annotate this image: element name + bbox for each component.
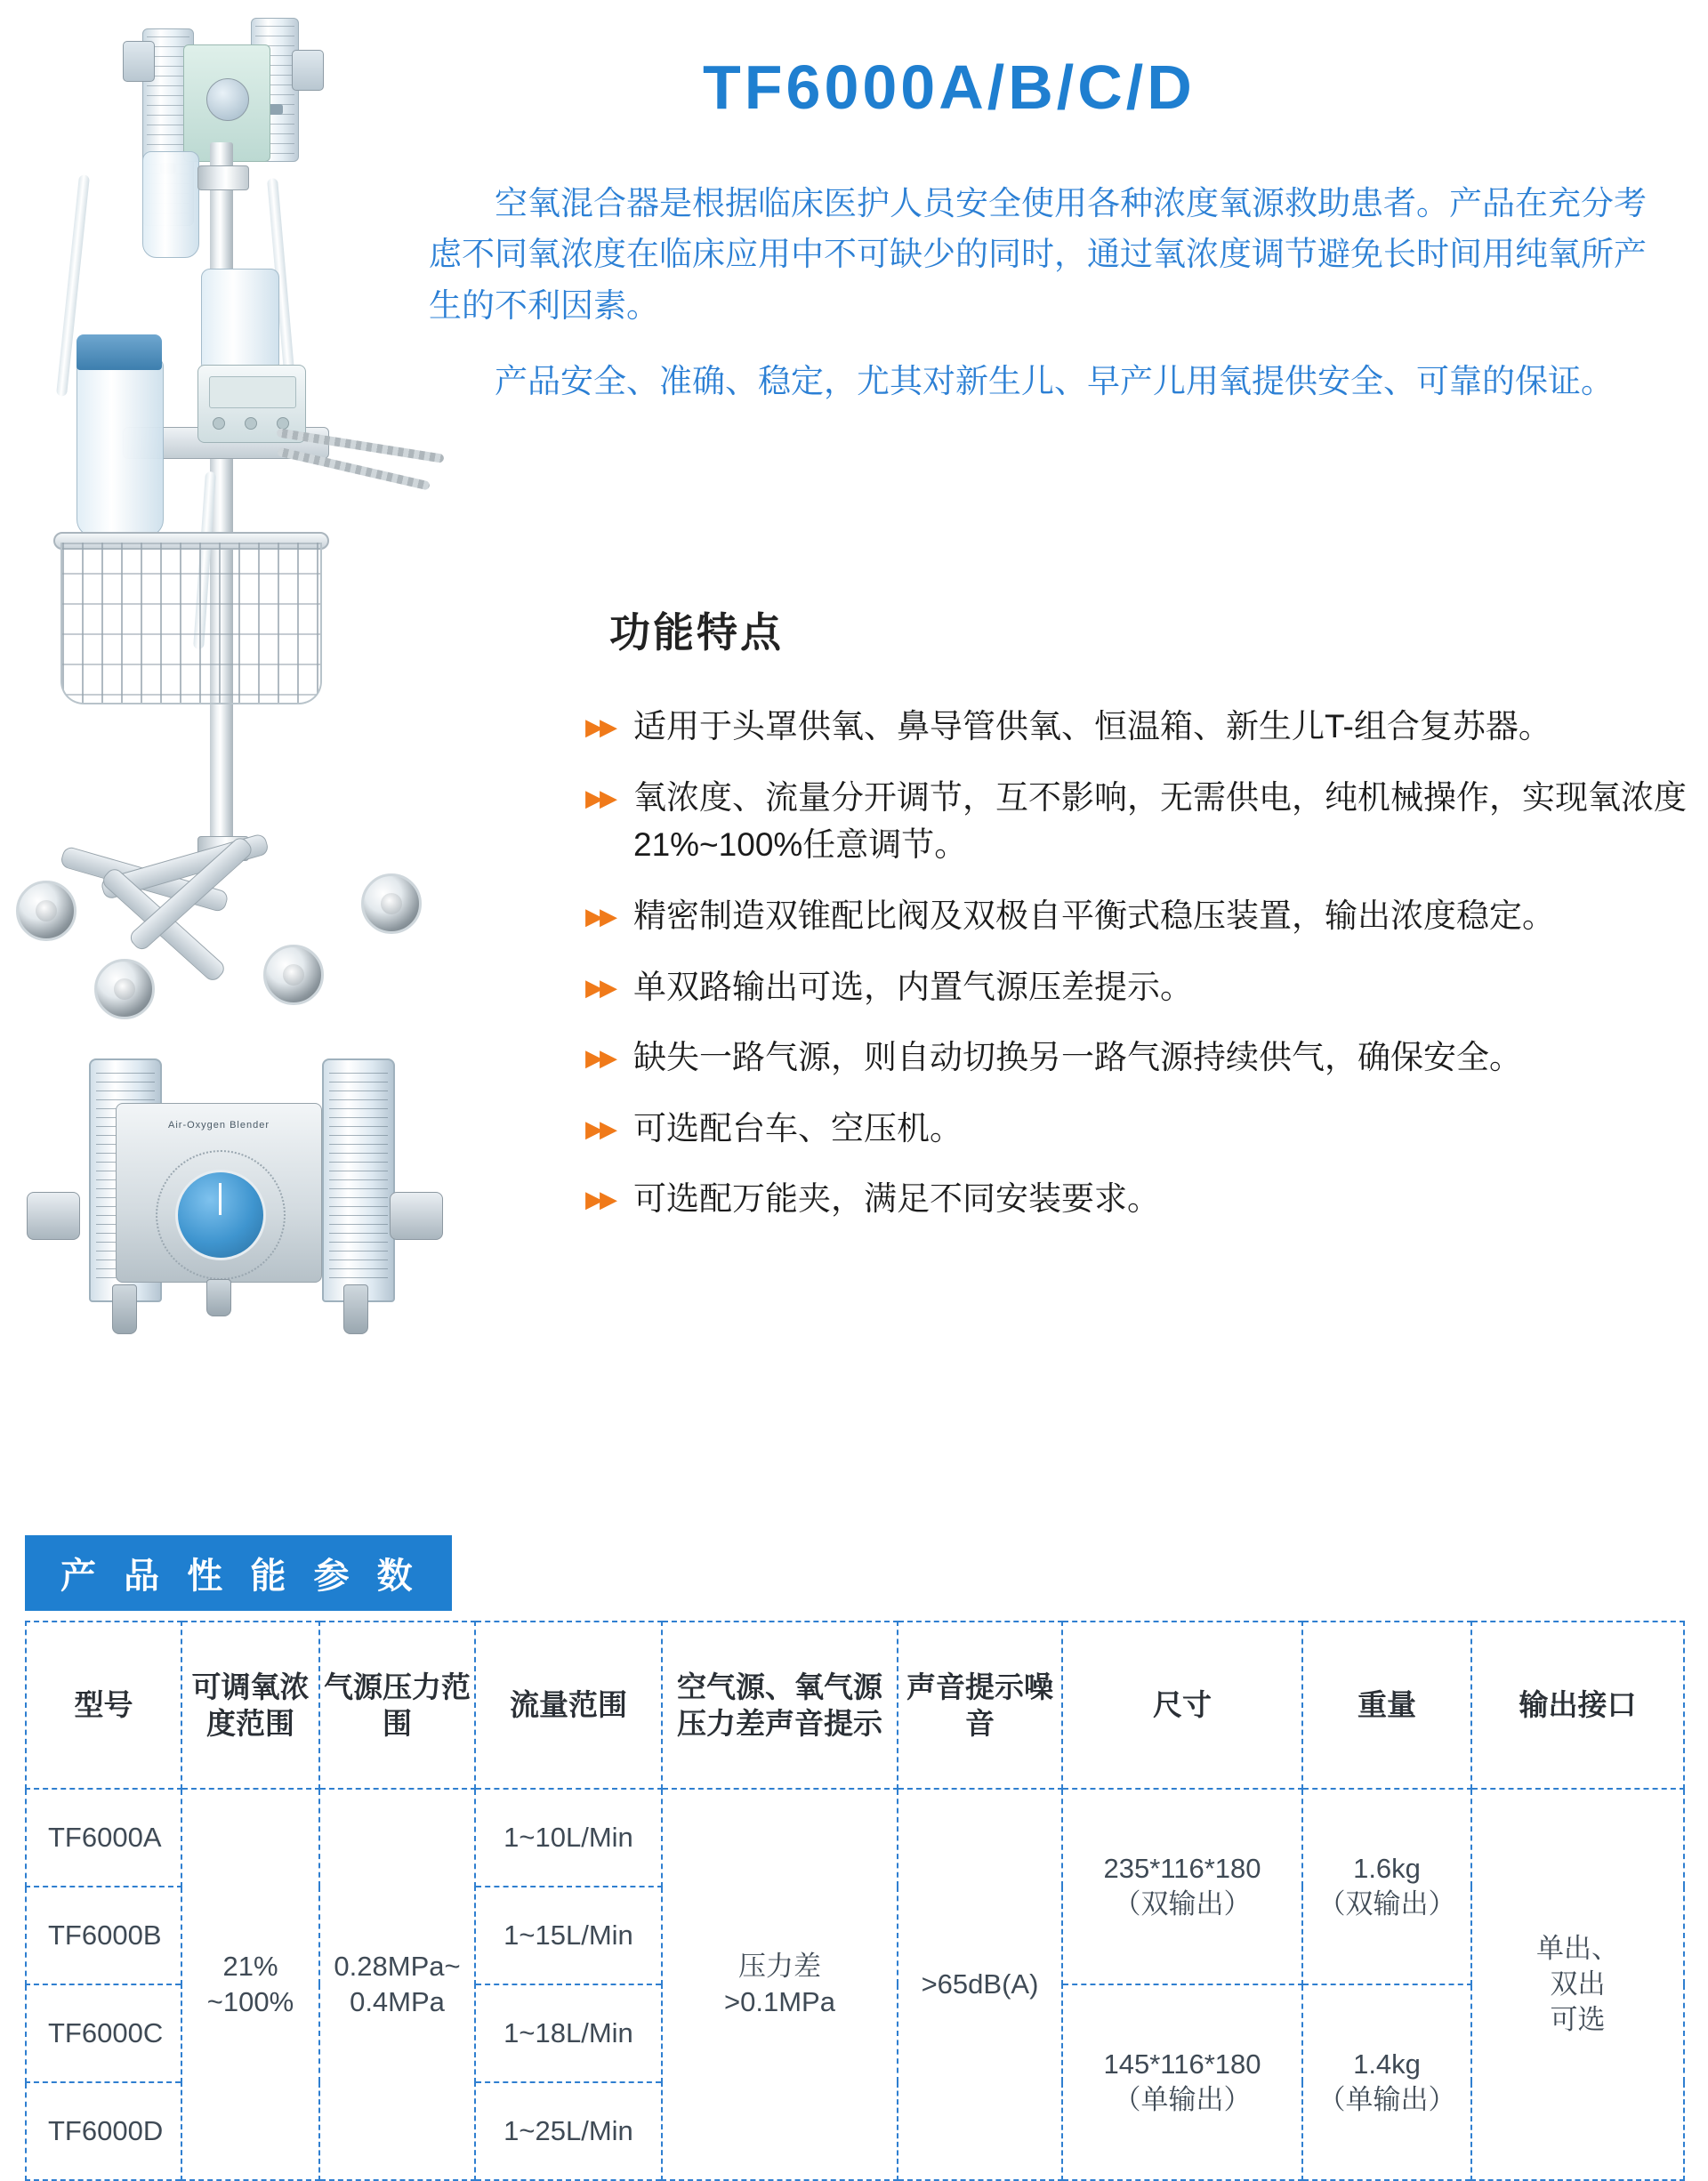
humidifier-bottle-top (142, 151, 199, 258)
cell-oxygen-range (181, 1789, 319, 2180)
blender-brand-label: Air-Oxygen Blender (168, 1120, 270, 1131)
col-header-weight: 重量 (1302, 1622, 1471, 1789)
output-line3: 可选 (1550, 2004, 1606, 2036)
trolley-product-image (9, 9, 667, 1041)
feature-text: 可选配台车、空压机。 (633, 1109, 963, 1147)
pressure-diff-line2: >0.1MPa (724, 1986, 835, 2017)
double-chevron-icon: ▶▶ (585, 973, 614, 1001)
table-row (26, 1789, 1684, 1887)
cell-flow-range: 1~18L/Min (475, 1984, 662, 2082)
size-line2: （双输出） (1113, 1888, 1252, 1919)
cell-pressure-diff-alarm (662, 1789, 898, 2180)
blender-main-body (116, 1103, 322, 1283)
weight-line3: 1.4kg (1353, 2048, 1421, 2080)
cell-model: TF6000C (26, 1984, 181, 2082)
feature-item (585, 963, 1697, 1011)
cell-model: TF6000B (26, 1887, 181, 1984)
feature-item (585, 1034, 1697, 1082)
features-heading: 功能特点 (609, 609, 784, 656)
col-header-output-port: 输出接口 (1471, 1622, 1684, 1789)
table-header-row (26, 1622, 1684, 1789)
feature-item (585, 703, 1697, 751)
intro-paragraph-2: 产品安全、准确、稳定，尤其对新生儿、早产儿用氧提供安全、可靠的保证。 (495, 363, 1614, 400)
output-line1: 单出、 (1536, 1932, 1619, 1964)
weight-line2: （双输出） (1317, 1888, 1456, 1919)
blender-knob-right (390, 1192, 443, 1240)
blender-outlet-right (343, 1284, 368, 1334)
col-header-pressure-range: 气源压力范围 (319, 1622, 475, 1789)
weight-line4: （单输出） (1317, 2084, 1456, 2115)
col-header-oxygen-range: 可调氧浓度范围 (181, 1622, 319, 1789)
col-header-alarm-noise: 声音提示噪音 (898, 1622, 1062, 1789)
caster-wheel-3 (94, 959, 155, 1019)
spec-table (25, 1621, 1685, 2181)
blender-head-dial (206, 78, 249, 121)
flowmeter-knob-left (123, 41, 155, 82)
size-line3: 145*116*180 (1103, 2048, 1261, 2080)
cell-weight-dual (1302, 1789, 1471, 1984)
caster-wheel-4 (263, 945, 324, 1005)
product-title: TF6000A/B/C/D (703, 52, 1196, 122)
col-header-pressure-diff-alarm: 空气源、氧气源压力差声音提示 (662, 1622, 898, 1789)
caster-wheel-2 (361, 873, 422, 934)
weight-line1: 1.6kg (1353, 1852, 1421, 1884)
feature-item (585, 892, 1697, 940)
col-header-model: 型号 (26, 1622, 181, 1789)
pressure-range-line1: 0.28MPa~ (334, 1950, 461, 1982)
nebulizer-bottle (201, 269, 279, 377)
double-chevron-icon: ▶▶ (585, 784, 614, 811)
cell-model: TF6000A (26, 1789, 181, 1887)
blender-product-image (9, 1050, 471, 1441)
blender-outlet-center (206, 1279, 231, 1316)
output-line2: 双出 (1550, 1968, 1606, 2000)
double-chevron-icon: ▶▶ (585, 902, 614, 930)
feature-text: 氧浓度、流量分开调节，互不影响，无需供电，纯机械操作，实现氧浓度21%~100%任意调节。 (633, 778, 1687, 864)
features-list (585, 703, 1697, 1246)
feature-text: 缺失一路气源，则自动切换另一路气源持续供气，确保安全。 (633, 1039, 1522, 1076)
size-line1: 235*116*180 (1103, 1852, 1261, 1884)
controller-button-3 (277, 417, 289, 430)
double-chevron-icon: ▶▶ (585, 1044, 614, 1072)
double-chevron-icon: ▶▶ (585, 1115, 614, 1142)
humidifier-bottle-main (77, 358, 164, 537)
cell-weight-single (1302, 1984, 1471, 2180)
blender-flowmeter-right (322, 1058, 395, 1302)
oxygen-range-line2: ~100% (206, 1986, 294, 2017)
feature-text: 精密制造双锥配比阀及双极自平衡式稳压装置，输出浓度稳定。 (633, 897, 1555, 934)
col-header-size: 尺寸 (1062, 1622, 1302, 1789)
pressure-range-line2: 0.4MPa (350, 1986, 445, 2017)
flowmeter-knob-right (292, 50, 324, 91)
feature-text: 适用于头罩供氧、鼻导管供氧、恒温箱、新生儿T-组合复苏器。 (633, 708, 1551, 744)
storage-basket (60, 543, 322, 704)
feature-item (585, 1105, 1697, 1153)
blender-outlet-left (112, 1284, 137, 1334)
cell-flow-range: 1~10L/Min (475, 1789, 662, 1887)
controller-button-2 (245, 417, 257, 430)
cell-pressure-range (319, 1789, 475, 2180)
oxygen-range-line1: 21% (222, 1950, 278, 1982)
controller-button-1 (213, 417, 225, 430)
humidifier-blue-cap (77, 334, 162, 370)
blender-oxygen-dial (175, 1170, 266, 1260)
pressure-diff-line1: 压力差 (738, 1950, 821, 1982)
cell-size-dual (1062, 1789, 1302, 1984)
double-chevron-icon: ▶▶ (585, 713, 614, 740)
double-chevron-icon: ▶▶ (585, 1186, 614, 1213)
cell-flow-range: 1~25L/Min (475, 2082, 662, 2180)
cell-model: TF6000D (26, 2082, 181, 2180)
col-header-flow-range: 流量范围 (475, 1622, 662, 1789)
cell-alarm-noise: >65dB(A) (898, 1789, 1062, 2180)
cell-output-port (1471, 1789, 1684, 2180)
size-line4: （单输出） (1113, 2084, 1252, 2115)
intro-text-block (429, 178, 1656, 431)
feature-item (585, 1175, 1697, 1223)
feature-item (585, 774, 1697, 869)
feature-text: 可选配万能夹，满足不同安装要求。 (633, 1180, 1160, 1218)
spec-section-heading: 产 品 性 能 参 数 (25, 1535, 452, 1611)
caster-wheel-1 (16, 881, 77, 941)
feature-text: 单双路输出可选，内置气源压差提示。 (633, 968, 1193, 1005)
cell-flow-range: 1~15L/Min (475, 1887, 662, 1984)
cell-size-single (1062, 1984, 1302, 2180)
blender-knob-left (27, 1192, 80, 1240)
intro-paragraph-1: 空氧混合器是根据临床医护人员安全使用各种浓度氧源救助患者。产品在充分考虑不同氧浓度在临床应用中不可缺少的同时，通过氧浓度调节避免长时间用纯氧所产生的不利因素。 (429, 185, 1647, 324)
controller-display (209, 376, 296, 408)
pole-collar-upper (197, 165, 249, 190)
